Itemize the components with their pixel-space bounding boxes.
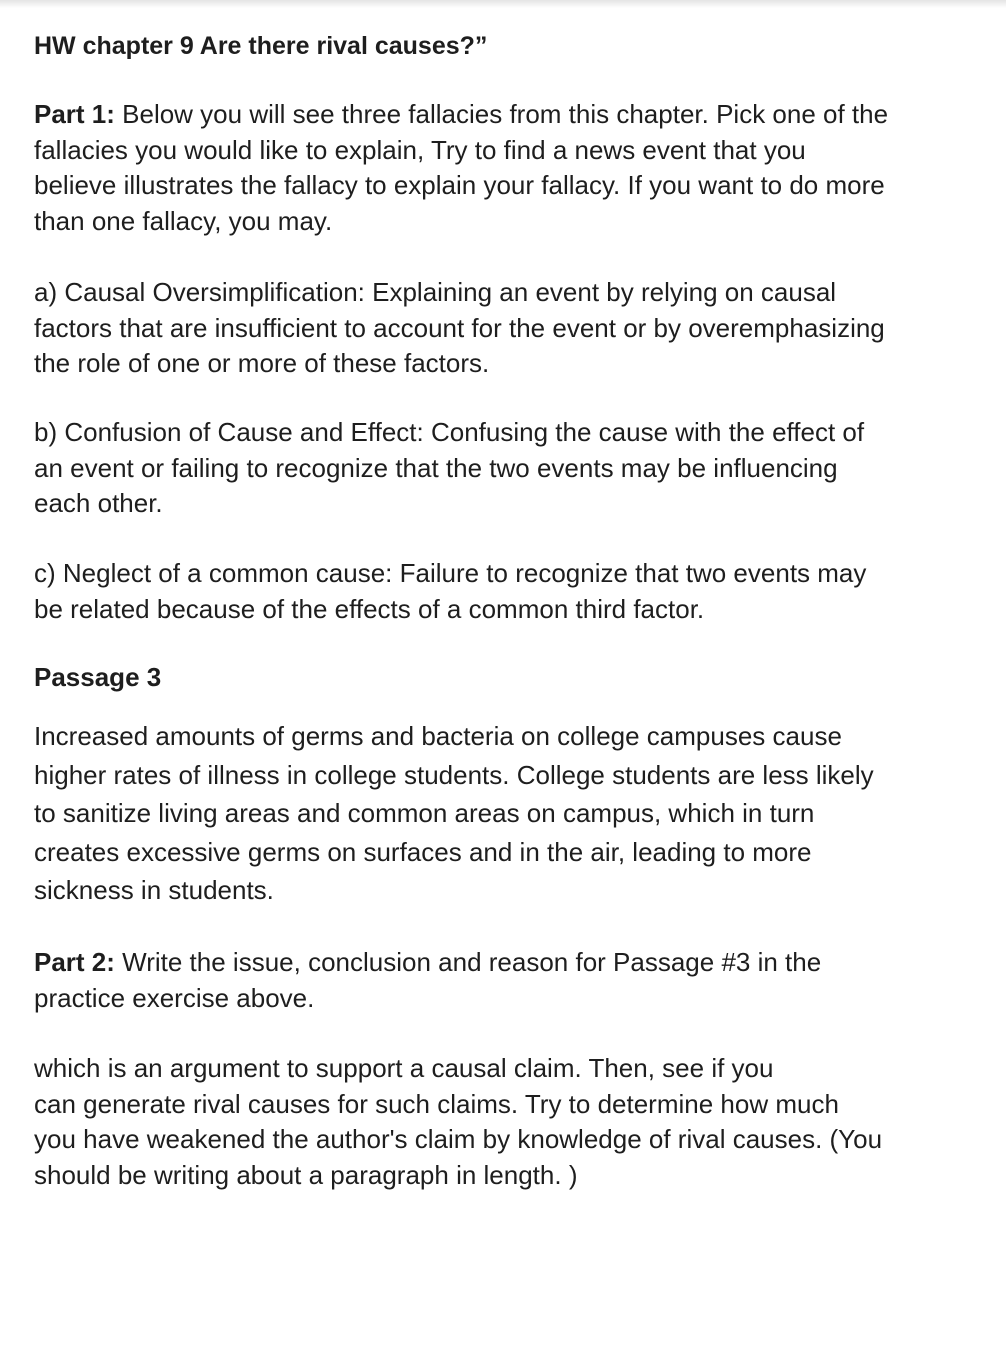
fallacy-b-line-2: an event or failing to recognize that the two events may be influencing (34, 452, 838, 483)
fallacy-c (34, 556, 969, 627)
part1-label: Part 1: (34, 99, 115, 129)
part1-line-2: fallacies you would like to explain, Try to find a news event that you (34, 134, 806, 165)
part2-line-1 (34, 944, 969, 980)
fallacy-a (34, 275, 969, 382)
passage-line-4: creates excessive germs on surfaces and in the air, leading to more (34, 836, 812, 867)
part1-paragraph (34, 97, 969, 239)
part2-text: Write the issue, conclusion and reason for Passage #3 in the (114, 947, 822, 977)
page-edge-shade (0, 0, 1006, 8)
passage-line-1: Increased amounts of germs and bacteria on college campuses cause (34, 721, 842, 751)
fallacy-c-line-2: be related because of the effects of a common third factor. (34, 593, 705, 624)
closing-line-3: you have weakened the author's claim by knowledge of rival causes. (You (34, 1124, 883, 1154)
passage-heading: Passage 3 (34, 662, 162, 692)
part1-text: Below you will see three fallacies from this chapter. Pick one of the (114, 99, 889, 129)
part1-line-3: believe illustrates the fallacy to explain your fallacy. If you want to do more (34, 170, 885, 200)
fallacy-a-line-1: a) Causal Oversimplification: Explaining an event by relying on causal (34, 277, 837, 307)
fallacy-c-line-1: c) Neglect of a common cause: Failure to recognize that two events may (34, 558, 867, 588)
fallacy-a-line-3: the role of one or more of these factors. (34, 348, 490, 378)
passage-line-5: sickness in students. (34, 875, 274, 905)
passage-line-3: to sanitize living areas and common areas on campus, which in turn (34, 798, 815, 828)
fallacy-b (34, 415, 969, 522)
part2-label: Part 2: (34, 947, 115, 977)
document-title: HW chapter 9 Are there rival causes?” (34, 32, 488, 60)
part2-paragraph (34, 944, 969, 1016)
fallacy-b-line-1: b) Confusion of Cause and Effect: Confusing the cause with the effect of (34, 417, 865, 447)
closing-line-4: should be writing about a paragraph in length. ) (34, 1159, 578, 1190)
passage-line-2: higher rates of illness in college students. College students are less likely (34, 759, 874, 790)
closing-paragraph (34, 1051, 969, 1193)
part1-line-4: than one fallacy, you may. (34, 205, 333, 236)
closing-line-2: can generate rival causes for such claims. Try to determine how much (34, 1088, 839, 1119)
fallacy-b-line-3: each other. (34, 488, 163, 518)
closing-line-1: which is an argument to support a causal claim. Then, see if you (34, 1053, 774, 1083)
fallacy-a-line-2: factors that are insufficient to account for the event or by overemphasizing (34, 312, 885, 343)
passage-text (34, 717, 969, 910)
part2-line-2: practice exercise above. (34, 983, 315, 1013)
part1-line-1 (34, 97, 969, 133)
